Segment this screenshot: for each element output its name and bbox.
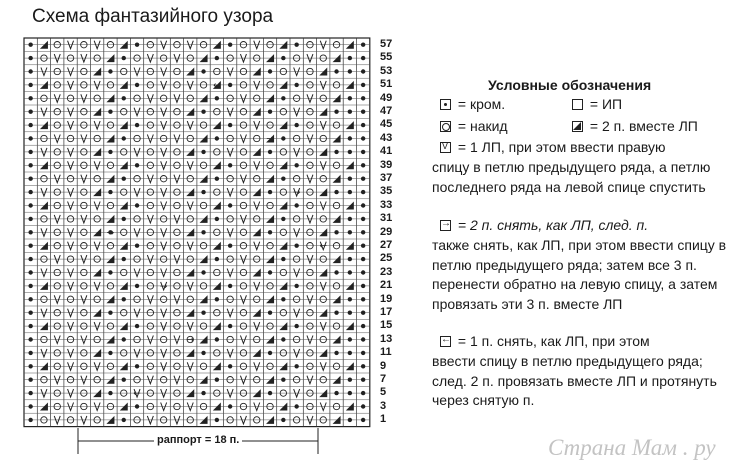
row-number: 3 (380, 399, 387, 412)
legend-left-arrow: ← = 1 п. снять, как ЛП, при этом (441, 333, 650, 349)
left-arrow-icon: ← (441, 334, 451, 345)
row-number: 7 (380, 373, 387, 385)
row-number: 47 (380, 105, 393, 117)
row-number: 21 (380, 279, 393, 292)
row-number: 43 (380, 131, 393, 144)
chart-title: Схема фантазийного узора (32, 6, 274, 27)
legend-v-stitch-description: спицу в петлю предыдущего ряда, а петлю последнего ряда на левой спице спустить (432, 159, 711, 195)
yarn-over-icon (440, 121, 451, 132)
two-together-icon (572, 121, 583, 132)
svg-text:←: ← (213, 80, 221, 91)
row-number: 29 (380, 225, 393, 238)
row-number: 9 (380, 359, 387, 372)
svg-text:←: ← (319, 241, 328, 252)
svg-text:←: ← (133, 389, 141, 400)
row-number: 33 (380, 198, 393, 211)
row-number: 25 (380, 252, 393, 265)
row-number: 35 (380, 185, 393, 198)
row-number: 45 (380, 118, 393, 131)
row-number: 39 (380, 158, 393, 171)
legend-krom: = кром. (440, 96, 505, 112)
svg-text:→: → (106, 228, 115, 239)
row-number: 55 (380, 51, 393, 64)
svg-text:→: → (186, 335, 195, 346)
row-number: 19 (380, 292, 393, 305)
row-number: 15 (380, 319, 393, 332)
row-number: 53 (380, 64, 393, 77)
svg-text:→: → (159, 281, 168, 292)
row-number: 5 (380, 386, 387, 399)
legend-right-arrow: → = 2 п. снять, как ЛП, след. п. (441, 217, 649, 233)
edge-stitch-icon (440, 99, 451, 110)
row-number: 37 (380, 172, 393, 184)
row-number: 13 (380, 332, 393, 345)
v-stitch-icon: V (440, 142, 451, 153)
legend-right-arrow-description: также снять, как ЛП, при этом ввести спицу в петлю предыдущего ряда; затем все 3 п. перенести обратно на левую спицу, а затем провязать эти 3 п. вместе ЛП (432, 237, 727, 312)
rapport-label: раппорт = 18 п. (154, 434, 242, 446)
row-number: 17 (380, 306, 393, 318)
row-number: 51 (380, 78, 393, 91)
legend-two-together: = 2 п. вместе ЛП (572, 118, 698, 134)
row-number: 57 (380, 38, 393, 50)
row-number: 41 (380, 145, 393, 158)
legend-ip: = ИП (572, 96, 622, 112)
purl-stitch-icon (572, 99, 583, 110)
legend-v-stitch: V = 1 ЛП, при этом ввести правую (442, 139, 666, 155)
legend-nakid: = накид (440, 118, 508, 134)
row-number: 31 (380, 212, 393, 225)
row-number: 49 (380, 91, 393, 104)
row-number: 23 (380, 265, 393, 278)
row-number: 27 (380, 239, 393, 251)
row-number: 1 (380, 413, 387, 426)
legend-left-arrow-description: ввести спицу в петлю предыдущего ряда; след. 2 п. провязать вместе ЛП и протянуть через снятую п. (432, 353, 717, 408)
right-arrow-icon: → (441, 218, 451, 229)
row-number: 11 (380, 346, 392, 359)
svg-text:→: → (292, 188, 301, 199)
svg-text:→: → (266, 134, 274, 145)
legend-title: Условные обозначения (488, 77, 652, 93)
watermark: Страна Мам . ру (548, 435, 716, 460)
